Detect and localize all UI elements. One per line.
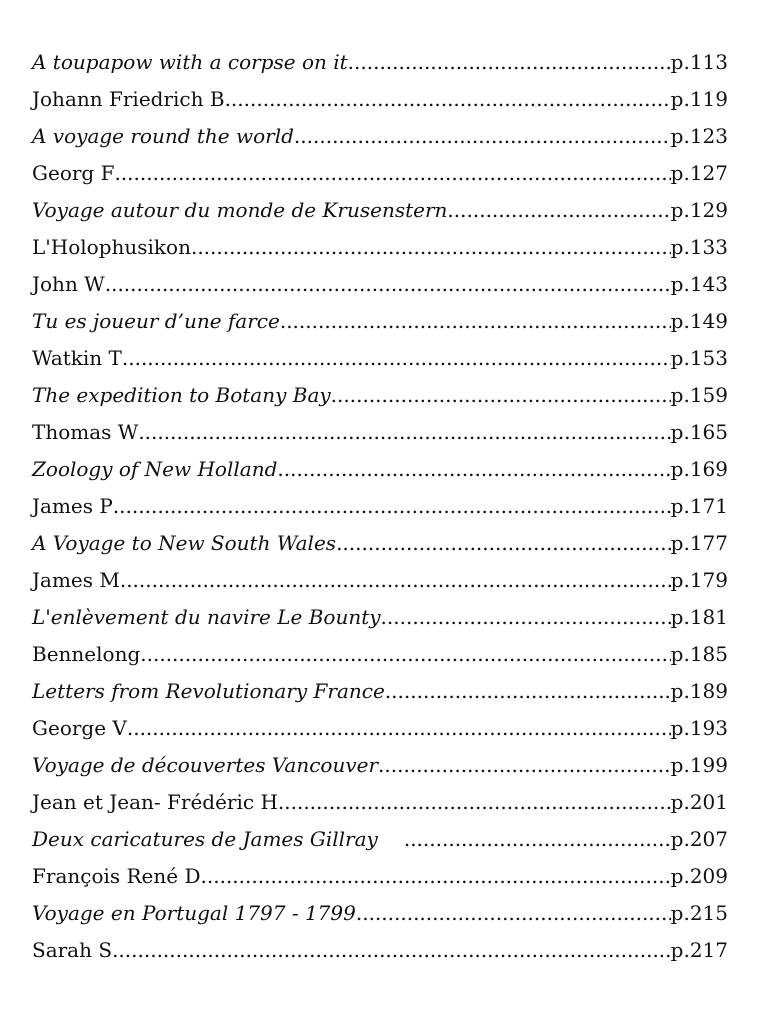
dot-leader	[336, 525, 671, 562]
dot-leader	[447, 192, 670, 229]
toc-entry-page: p.149	[670, 309, 728, 333]
toc-entry-title: Zoology of New Holland	[32, 457, 278, 481]
toc-entry	[32, 525, 728, 562]
dot-leader	[404, 821, 671, 858]
toc-entry-title: L'Holophusikon	[32, 235, 191, 259]
dot-leader	[191, 229, 671, 266]
toc-entry-title: James M	[32, 568, 120, 592]
toc-entry	[32, 192, 728, 229]
toc-entry-title: Watkin T	[32, 346, 122, 370]
dot-leader	[331, 377, 671, 414]
toc-entry-title: Tu es joueur d’une farce	[32, 309, 280, 333]
toc-entry-title: Deux caricatures de James Gillray	[32, 827, 378, 851]
toc-entry-title: Voyage de découvertes Vancouver	[32, 753, 379, 777]
toc-entry-page: p.189	[670, 679, 728, 703]
toc-entry-page: p.127	[670, 161, 728, 185]
dot-leader	[280, 303, 671, 340]
toc-entry-title: Letters from Revolutionary France	[32, 679, 385, 703]
toc-entry-title: François René D	[32, 864, 201, 888]
toc-entry-title: James P	[32, 494, 113, 518]
toc-entry-page: p.185	[670, 642, 728, 666]
toc-entry	[32, 895, 728, 932]
toc-entry	[32, 229, 728, 266]
toc-entry	[32, 673, 728, 710]
toc-entry-title: George V	[32, 716, 127, 740]
toc-entry-page: p.133	[670, 235, 728, 259]
toc-entry	[32, 784, 728, 821]
dot-leader	[348, 44, 671, 81]
toc-entry-title: Georg F	[32, 161, 115, 185]
toc-entry	[32, 81, 728, 118]
toc-entry-page: p.169	[670, 457, 728, 481]
dot-leader	[120, 562, 671, 599]
dot-leader	[201, 858, 671, 895]
dot-leader	[385, 673, 671, 710]
toc-entry	[32, 636, 728, 673]
dot-leader	[113, 488, 671, 525]
toc-entry-title: The expedition to Botany Bay	[32, 383, 331, 407]
dot-leader	[378, 747, 671, 784]
toc-entry	[32, 414, 728, 451]
dot-leader	[114, 155, 670, 192]
toc-entry-title: Johann Friedrich B	[32, 87, 225, 111]
toc-entry	[32, 562, 728, 599]
toc-entry-page: p.171	[670, 494, 728, 518]
dot-leader	[294, 118, 671, 155]
toc-entry	[32, 340, 728, 377]
dot-leader	[105, 266, 671, 303]
toc-entry-page: p.217	[670, 938, 728, 962]
toc-entry-title: John W	[32, 272, 105, 296]
dot-leader	[112, 932, 671, 969]
toc-entry-title: A Voyage to New South Wales	[32, 531, 337, 555]
toc-entry-page: p.119	[670, 87, 728, 111]
toc-entry	[32, 377, 728, 414]
toc-entry-title: Sarah S	[32, 938, 113, 962]
toc-entry-page: p.199	[670, 753, 728, 777]
toc-entry-page: p.209	[670, 864, 728, 888]
toc-entry-page: p.113	[670, 50, 728, 74]
toc-entry	[32, 155, 728, 192]
toc-entry-title: A voyage round the world	[32, 124, 294, 148]
toc-entry-page: p.153	[670, 346, 728, 370]
toc-entry	[32, 821, 728, 858]
toc-entry	[32, 266, 728, 303]
toc-entry	[32, 451, 728, 488]
toc-entry-page: p.181	[670, 605, 728, 629]
toc-entry-page: p.179	[670, 568, 728, 592]
toc-entry-page: p.123	[670, 124, 728, 148]
toc-entry-page: p.143	[670, 272, 728, 296]
dot-leader	[356, 895, 671, 932]
dot-leader	[277, 451, 670, 488]
toc-entry-page: p.129	[670, 198, 728, 222]
dot-leader	[140, 636, 670, 673]
toc-entry-title: A toupapow with a corpse on it	[32, 50, 348, 74]
toc-entry-page: p.165	[670, 420, 728, 444]
toc-entry	[32, 599, 728, 636]
toc-entry	[32, 44, 728, 81]
toc-entry	[32, 710, 728, 747]
toc-entry-page: p.215	[670, 901, 728, 925]
toc-entry	[32, 488, 728, 525]
toc-entry-title: Voyage en Portugal 1797 - 1799	[32, 901, 356, 925]
toc-entry-page: p.193	[670, 716, 728, 740]
toc-entry-title: L'enlèvement du navire Le Bounty	[32, 605, 381, 629]
dot-leader	[138, 414, 670, 451]
dot-leader	[225, 81, 671, 118]
toc-entry	[32, 303, 728, 340]
toc-entry-page: p.201	[670, 790, 728, 814]
toc-entry-page: p.177	[670, 531, 728, 555]
toc-entry-page: p.159	[670, 383, 728, 407]
toc-entry	[32, 858, 728, 895]
table-of-contents	[32, 44, 728, 969]
toc-entry-title: Jean et Jean- Frédéric H	[32, 790, 278, 814]
toc-entry	[32, 932, 728, 969]
toc-entry-title: Voyage autour du monde de Krusenstern	[32, 198, 448, 222]
toc-entry-title: Bennelong	[32, 642, 141, 666]
toc-entry-page: p.207	[670, 827, 728, 851]
dot-leader	[278, 784, 671, 821]
dot-leader	[381, 599, 671, 636]
toc-entry	[32, 747, 728, 784]
toc-entry-title: Thomas W	[32, 420, 139, 444]
toc-entry	[32, 118, 728, 155]
dot-leader	[127, 710, 671, 747]
dot-leader	[122, 340, 671, 377]
